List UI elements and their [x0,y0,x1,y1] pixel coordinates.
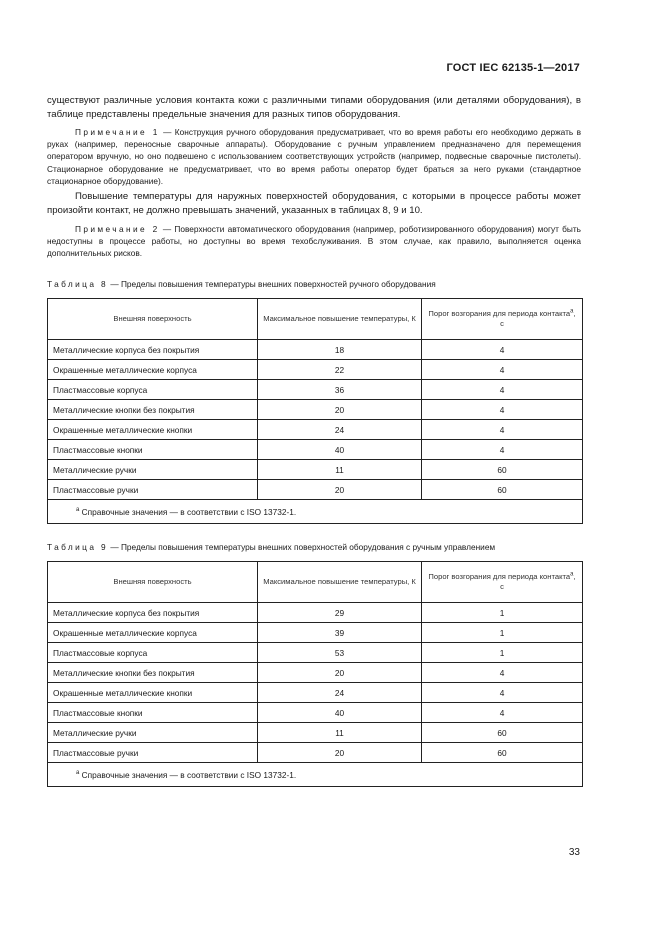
cell-surface: Металлические корпуса без покрытия [48,603,258,623]
cell-surface: Окрашенные металлические кнопки [48,420,258,440]
cell-max-rise: 53 [258,643,422,663]
table-row [48,743,583,763]
cell-surface: Пластмассовые корпуса [48,380,258,400]
cell-surface: Окрашенные металлические корпуса [48,360,258,380]
table-row [48,480,583,500]
paragraph-contact-conditions: существуют различные условия контакта кожи с различными типами оборудования (или деталями оборудования), в таблице представлены предельные значения для разных типов оборудования. [47,95,581,121]
table-row [48,380,583,400]
cell-surface: Окрашенные металлические кнопки [48,683,258,703]
cell-threshold: 4 [422,440,583,460]
table-9 [47,561,583,787]
cell-max-rise: 11 [258,460,422,480]
cell-max-rise: 29 [258,603,422,623]
cell-surface: Металлические кнопки без покрытия [48,400,258,420]
note-1 [47,126,581,187]
cell-max-rise: 20 [258,400,422,420]
table-8-title: — Пределы повышения температуры внешних поверхностей ручного оборудования [108,279,436,289]
cell-max-rise: 40 [258,440,422,460]
cell-threshold: 4 [422,360,583,380]
threshold-header-unit: , с [500,571,576,591]
cell-threshold: 4 [422,340,583,360]
cell-threshold: 60 [422,723,583,743]
threshold-header-text: Порог возгорания для периода контакта [428,571,571,581]
cell-threshold: 60 [422,743,583,763]
table-9-title: — Пределы повышения температуры внешних поверхностей оборудования с ручным управлением [108,542,496,552]
cell-surface: Окрашенные металлические корпуса [48,623,258,643]
threshold-header-text: Порог возгорания для периода контакта [428,308,571,318]
cell-max-rise: 11 [258,723,422,743]
table-row [48,623,583,643]
note-1-text: — Конструкция ручного оборудования предусматривает, что во время работы его необходимо держать в руках (например, переносные сварочные аппараты). Оборудование с ручным управлением предназначено для перемещения оператором вручную, но оно подвешено с использованием соответствующих устройств (например, подвесные сварочные пистолеты). Стационарное оборудование не предусматривает, что во время работы оператор будет браться за него руками (стандартное стационарное оборудование). [47,127,581,186]
cell-surface: Пластмассовые корпуса [48,643,258,663]
cell-max-rise: 20 [258,663,422,683]
note-2-label: Примечание 2 [75,224,160,234]
table-footnote-row [48,500,583,524]
footnote-mark: a [570,570,574,577]
table-9-caption [47,542,587,553]
page-number: 33 [568,847,580,858]
cell-threshold: 4 [422,380,583,400]
cell-threshold: 4 [422,703,583,723]
cell-max-rise: 22 [258,360,422,380]
table-header-row [48,562,583,603]
cell-surface: Пластмассовые кнопки [48,703,258,723]
note-2-text: — Поверхности автоматического оборудования (например, роботизированного оборудования) могут быть недоступны в процессе работы, но доступны во время техобслуживания. В этом случае, как правило, выполняется оценка дополнительных рисков. [47,224,582,259]
footnote-mark: a [570,307,574,314]
table-row [48,440,583,460]
table-9-label: Таблица 9 [47,542,109,552]
cell-max-rise: 20 [258,480,422,500]
cell-surface: Пластмассовые кнопки [48,440,258,460]
cell-threshold: 60 [422,460,583,480]
table-row [48,400,583,420]
cell-threshold: 1 [422,603,583,623]
column-header-threshold [422,562,583,603]
column-header-surface: Внешняя поверхность [48,562,258,603]
cell-surface: Пластмассовые ручки [48,743,258,763]
cell-max-rise: 36 [258,380,422,400]
footnote-mark: a [76,769,80,776]
cell-threshold: 1 [422,643,583,663]
threshold-header-unit: , с [500,308,576,328]
cell-max-rise: 18 [258,340,422,360]
table-8-caption [47,279,587,290]
cell-max-rise: 24 [258,420,422,440]
footnote-mark: a [76,506,80,513]
cell-threshold: 4 [422,683,583,703]
table-header-row [48,299,583,340]
table-row [48,663,583,683]
table-footnote [48,763,583,787]
table-row [48,643,583,663]
table-row [48,360,583,380]
note-2 [47,223,581,260]
cell-threshold: 1 [422,623,583,643]
cell-surface: Металлические корпуса без покрытия [48,340,258,360]
cell-threshold: 4 [422,420,583,440]
cell-max-rise: 20 [258,743,422,763]
table-row [48,723,583,743]
paragraph-temperature-limits: Повышение температуры для наружных поверхностей оборудования, с которыми в процессе работы может произойти контакт, не должно превышать значений, указанных в таблицах 8, 9 и 10. [47,191,581,217]
table-8-label: Таблица 8 [47,279,109,289]
cell-surface: Металлические ручки [48,723,258,743]
table-row [48,603,583,623]
cell-max-rise: 39 [258,623,422,643]
cell-max-rise: 24 [258,683,422,703]
footnote-text: Справочные значения — в соответствии с ISO 13732-1. [79,769,297,780]
table-row [48,683,583,703]
cell-surface: Пластмассовые ручки [48,480,258,500]
cell-surface: Металлические ручки [48,460,258,480]
table-row [48,703,583,723]
cell-surface: Металлические кнопки без покрытия [48,663,258,683]
column-header-max-rise: Максимальное повышение температуры, К [258,299,422,340]
table-row [48,340,583,360]
note-1-label: Примечание 1 [75,127,160,137]
table-footnote [48,500,583,524]
table-row [48,460,583,480]
cell-threshold: 60 [422,480,583,500]
table-footnote-row [48,763,583,787]
table-row [48,420,583,440]
cell-max-rise: 40 [258,703,422,723]
column-header-max-rise: Максимальное повышение температуры, К [258,562,422,603]
cell-threshold: 4 [422,663,583,683]
table-8 [47,298,583,524]
document-header: ГОСТ IEC 62135-1—2017 [446,62,580,74]
column-header-threshold [422,299,583,340]
column-header-surface: Внешняя поверхность [48,299,258,340]
cell-threshold: 4 [422,400,583,420]
footnote-text: Справочные значения — в соответствии с ISO 13732-1. [79,506,297,517]
